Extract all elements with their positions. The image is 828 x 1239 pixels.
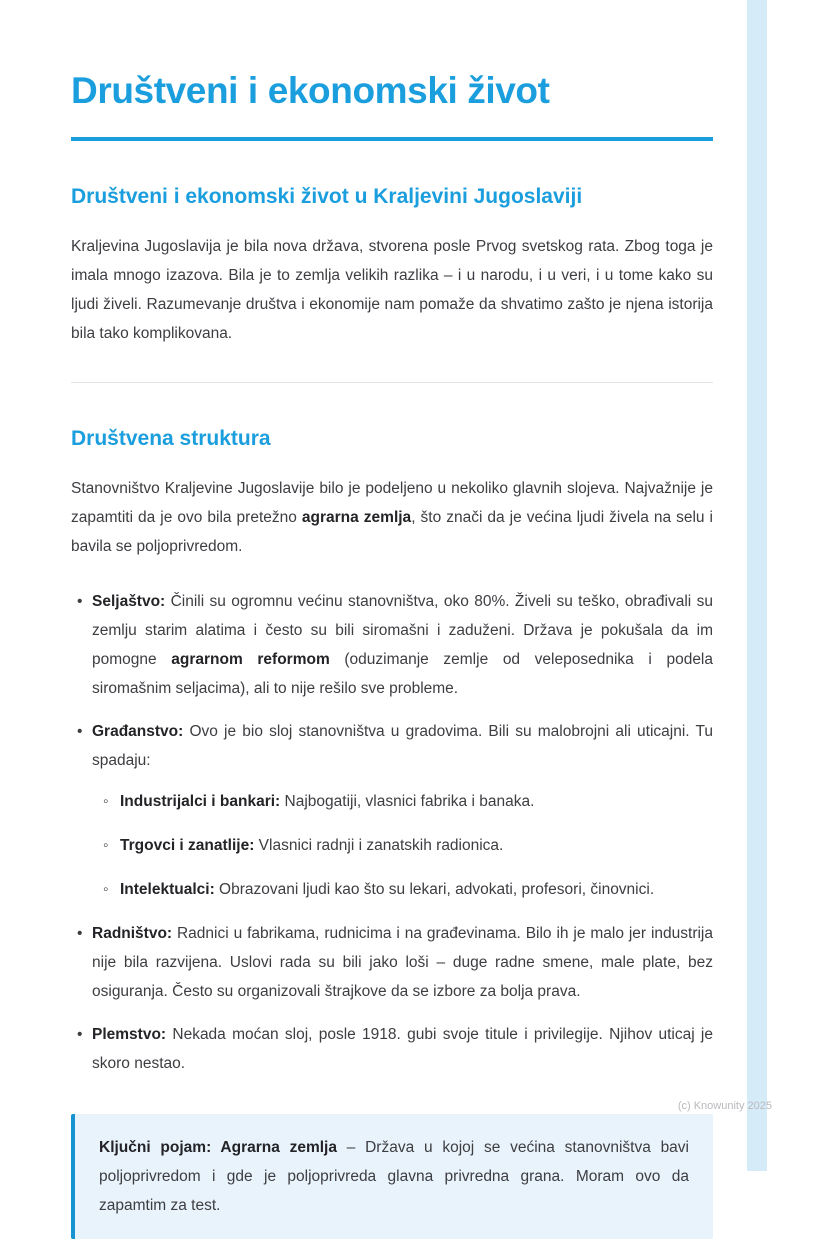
sub-item-industrijalci bbox=[103, 787, 713, 816]
text-segment: agrarna zemlja bbox=[301, 509, 412, 527]
list-item-text bbox=[92, 1020, 713, 1078]
structure-lead-paragraph bbox=[71, 474, 713, 561]
right-accent-stripe bbox=[747, 0, 767, 1171]
section-structure bbox=[71, 425, 713, 1239]
sub-item-trgovci bbox=[103, 831, 713, 860]
text-segment: agrarnom reformom bbox=[171, 651, 330, 669]
text-segment: , što znači da je većina ljudi živela na selu i bavila se poljoprivredom. bbox=[71, 509, 713, 556]
text-segment: (oduzimanje zemlje od veleposednika i podela siromašnim seljacima), ali to nije rešilo sve probleme. bbox=[92, 651, 713, 698]
text-segment: Vlasnici radnji i zanatskih radionica. bbox=[254, 837, 504, 855]
list-item-radnistvo bbox=[71, 919, 713, 1006]
sub-item-intelektualci bbox=[103, 875, 713, 904]
sub-item-text bbox=[120, 875, 713, 904]
text-segment: Ovo je bio sloj stanovništva u gradovima. Bili su malobrojni ali uticajni. Tu spadaju: bbox=[92, 723, 713, 770]
text-segment: Građanstvo: bbox=[92, 723, 184, 741]
intro-paragraph: Kraljevina Jugoslavija je bila nova država, stvorena posle Prvog svetskog rata. Zbog toga je imala mnogo izazova. Bila je to zemlja velikih razlika – i u narodu, i u veri, i u tome kako su ljudi živeli. Razumevanje društva i ekonomije nam pomaže da shvatimo zašto je njena istorija bila tako komplikovana. bbox=[71, 237, 713, 342]
section-heading-intro: Društveni i ekonomski život u Kraljevini Jugoslaviji bbox=[71, 184, 583, 208]
section-divider bbox=[71, 382, 713, 383]
list-item-text bbox=[92, 587, 713, 703]
text-segment: Seljaštvo: bbox=[92, 593, 166, 611]
text-segment: Stanovništvo Kraljevine Jugoslavije bilo je podeljeno u nekoliko glavnih slojeva. Najvažnije je zapamtiti da je ovo bila pretežno bbox=[71, 480, 713, 527]
sub-item-text bbox=[120, 831, 713, 860]
text-segment: Radnici u fabrikama, rudnicima i na građevinama. Bilo ih je malo jer industrija nije bila razvijena. Uslovi rada su bili jako loši – duge radne smene, male plate, bez osiguranja. Često su organizovali štrajkove da se izbore za bolja prava. bbox=[92, 925, 713, 1001]
section-intro bbox=[71, 183, 713, 348]
text-segment: Nekada moćan sloj, posle 1918. gubi svoje titule i privilegije. Njihov uticaj je skoro nestao. bbox=[92, 1026, 713, 1073]
text-segment: Radništvo: bbox=[92, 925, 173, 943]
text-segment: Najbogatiji, vlasnici fabrika i banaka. bbox=[280, 793, 535, 811]
list-item-seljastvo bbox=[71, 587, 713, 703]
gradjanstvo-sub-list bbox=[92, 787, 713, 904]
text-segment: Ključni pojam: Agrarna zemlja bbox=[99, 1139, 337, 1157]
footer-credit: (c) Knowunity 2025 bbox=[677, 1100, 772, 1112]
text-segment: Obrazovani ljudi kao što su lekari, advokati, profesori, činovnici. bbox=[214, 881, 655, 899]
key-term-callout bbox=[71, 1114, 713, 1239]
text-segment: – Država u kojoj se većina stanovništva bavi poljoprivredom i gde je poljoprivreda glavna privredna grana. Moram ovo da zapamtim za test. bbox=[99, 1139, 689, 1215]
text-segment: Industrijalci i bankari: bbox=[120, 793, 281, 811]
callout-text bbox=[99, 1133, 689, 1220]
sub-item-text bbox=[120, 787, 713, 816]
list-item-text bbox=[92, 919, 713, 1006]
section-heading-structure: Društvena struktura bbox=[71, 426, 271, 450]
list-item-text bbox=[92, 717, 713, 775]
social-structure-list bbox=[71, 587, 713, 1078]
text-segment: Činili su ogromnu većinu stanovništva, oko 80%. Živeli su teško, obrađivali su zemlju starim alatima i često su bili siromašni i zaduženi. Država je pokušala da im pomogne bbox=[92, 593, 713, 669]
page-title: Društveni i ekonomski život bbox=[71, 70, 550, 111]
document-content bbox=[71, 0, 713, 1239]
text-segment: Plemstvo: bbox=[92, 1026, 167, 1044]
list-item-gradjanstvo bbox=[71, 717, 713, 904]
text-segment: Trgovci i zanatlije: bbox=[120, 837, 255, 855]
list-item-plemstvo bbox=[71, 1020, 713, 1078]
title-rule bbox=[71, 137, 713, 141]
text-segment: Intelektualci: bbox=[120, 881, 215, 899]
